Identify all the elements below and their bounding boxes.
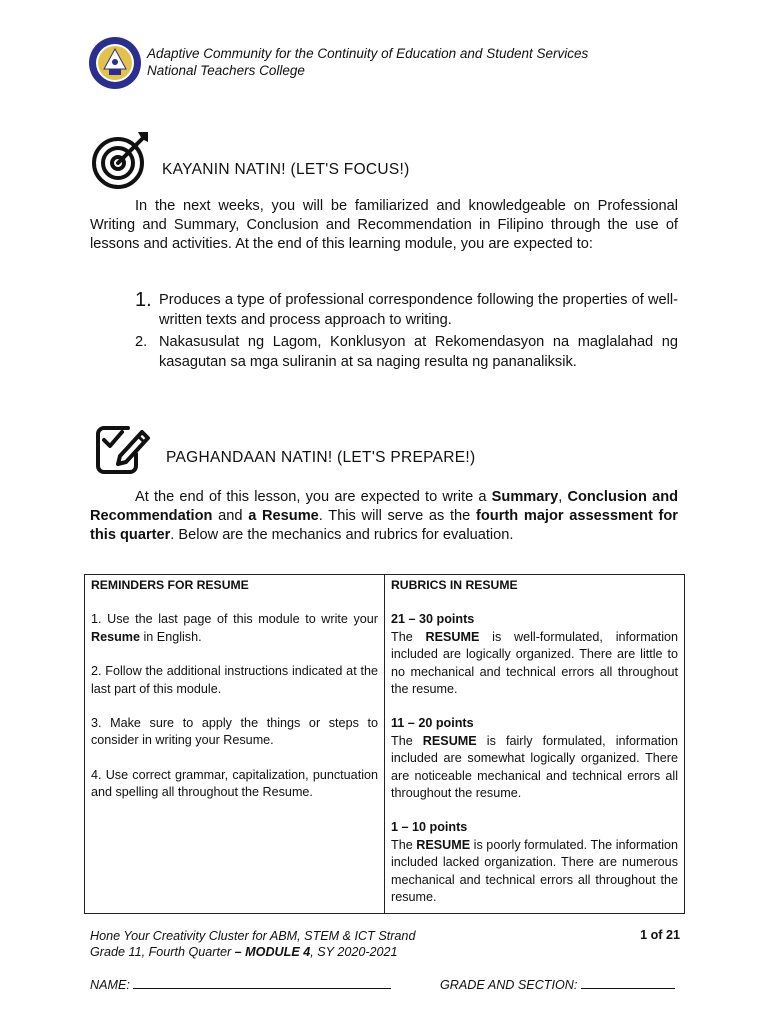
header-college-name: National Teachers College [147,63,305,78]
footer-module: – MODULE 4 [234,945,311,959]
rubrics-column [385,575,685,914]
reminder-item [91,611,378,646]
footer-text: , SY 2020-2021 [310,945,398,959]
rubric-bold: RESUME [422,733,477,748]
header-org-name: Adaptive Community for the Continuity of Education and Student Services [147,46,589,61]
footer-cluster: Hone Your Creativity Cluster for ABM, STEM & ICT Strand [90,929,416,943]
prepare-text: . This will serve as the [318,508,476,524]
rubric-points-label: 11 – 20 points [391,716,474,731]
resume-rubric-table [84,574,685,914]
objectives-list [135,290,678,374]
reminder-item: 2. Follow the additional instructions indicated at the last part of this module. [91,664,378,696]
rubric-text: The [391,837,417,852]
prepare-section-title: PAGHANDAAN NATIN! (LET'S PREPARE!) [166,449,476,466]
focus-intro-paragraph [90,197,678,254]
rubric-text: The [391,733,423,748]
rubric-points-label: 21 – 30 points [391,612,475,627]
prepare-text: . Below are the mechanics and rubrics for evaluation. [170,527,514,543]
college-seal-logo [88,36,142,90]
rubric-points [391,819,678,836]
rubrics-header: RUBRICS IN RESUME [391,578,518,592]
rubric-text: is poorly formulated. The information included lacked organization. There are numerous mechanical and technical errors all throughout the resume. [391,837,678,905]
reminders-column [85,575,385,914]
list-item-text: Nakasusulat ng Lagom, Konklusyon at Rekomendasyon na maglalahad ng kasagutan sa mga suliranin at sa naging resulta ng pananaliksik. [159,334,678,370]
header [147,45,588,79]
rubric-text: is fairly formulated, information included are somewhat logically organized. There are noticeable mechanical and technical errors all throughout the resume. [391,733,679,801]
prepare-bold-resume: a Resume [248,508,319,524]
focus-intro-text: In the next weeks, you will be familiarized and knowledgeable on Professional Writing and Summary, Conclusion and Recommendation in Filipino through the use of lessons and activities. At the end of this learning module, you are expected to: [90,198,678,252]
footer [90,928,680,960]
list-item [135,332,678,372]
focus-section-title: KAYANIN NATIN! (LET'S FOCUS!) [162,161,410,178]
reminder-text: in English. [140,629,202,644]
rubric-bold: RESUME [425,629,480,644]
reminder-item: 3. Make sure to apply the things or steps to consider in writing your Resume. [91,716,378,748]
rubric-description [391,837,678,907]
prepare-text: and [212,508,249,524]
rubric-points [391,611,678,628]
reminder-text: 1. Use the last page of this module to write your [91,612,378,627]
checklist-pencil-icon [90,414,152,476]
target-icon [88,128,150,190]
list-item-number: 1. [135,289,152,311]
footer-text: Grade 11, Fourth Quarter [90,945,235,959]
reminder-bold: Resume [91,629,140,644]
name-label: NAME: [90,978,130,992]
prepare-text: At the end of this lesson, you are expected to write a [135,489,492,505]
rubric-description [391,629,678,699]
prepare-paragraph [90,488,678,545]
list-item-text: Produces a type of professional correspondence following the properties of well-written texts and process approach to writing. [159,292,678,328]
grade-section-field[interactable] [440,978,675,992]
page-number: 1 of 21 [640,928,680,942]
list-item [135,290,678,330]
grade-section-blank-line[interactable] [581,978,675,989]
grade-section-label: GRADE AND SECTION: [440,978,578,992]
footer-grade-line [90,944,680,960]
name-field[interactable] [90,978,391,992]
prepare-bold-conclusion: Conclusion and Recommendation [90,489,679,524]
prepare-bold-summary: Summary [491,489,559,505]
rubric-points [391,715,678,732]
reminder-item: 4. Use correct grammar, capitalization, punctuation and spelling all throughout the Resume. [91,767,378,800]
rubric-points-label: 1 – 10 points [391,820,468,835]
rubric-bold: RESUME [416,837,471,852]
prepare-bold-assessment: fourth major assessment for this quarter [90,508,678,543]
rubric-text: The [391,629,426,644]
list-item-number: 2. [135,334,148,350]
rubric-text: is well-formulated, information included are logically organized. There are little to no mechanical and technical errors all throughout the resume. [391,629,678,697]
name-blank-line[interactable] [133,978,391,989]
prepare-text: , [558,489,568,505]
reminders-header: REMINDERS FOR RESUME [91,578,249,592]
rubric-description [391,733,678,803]
